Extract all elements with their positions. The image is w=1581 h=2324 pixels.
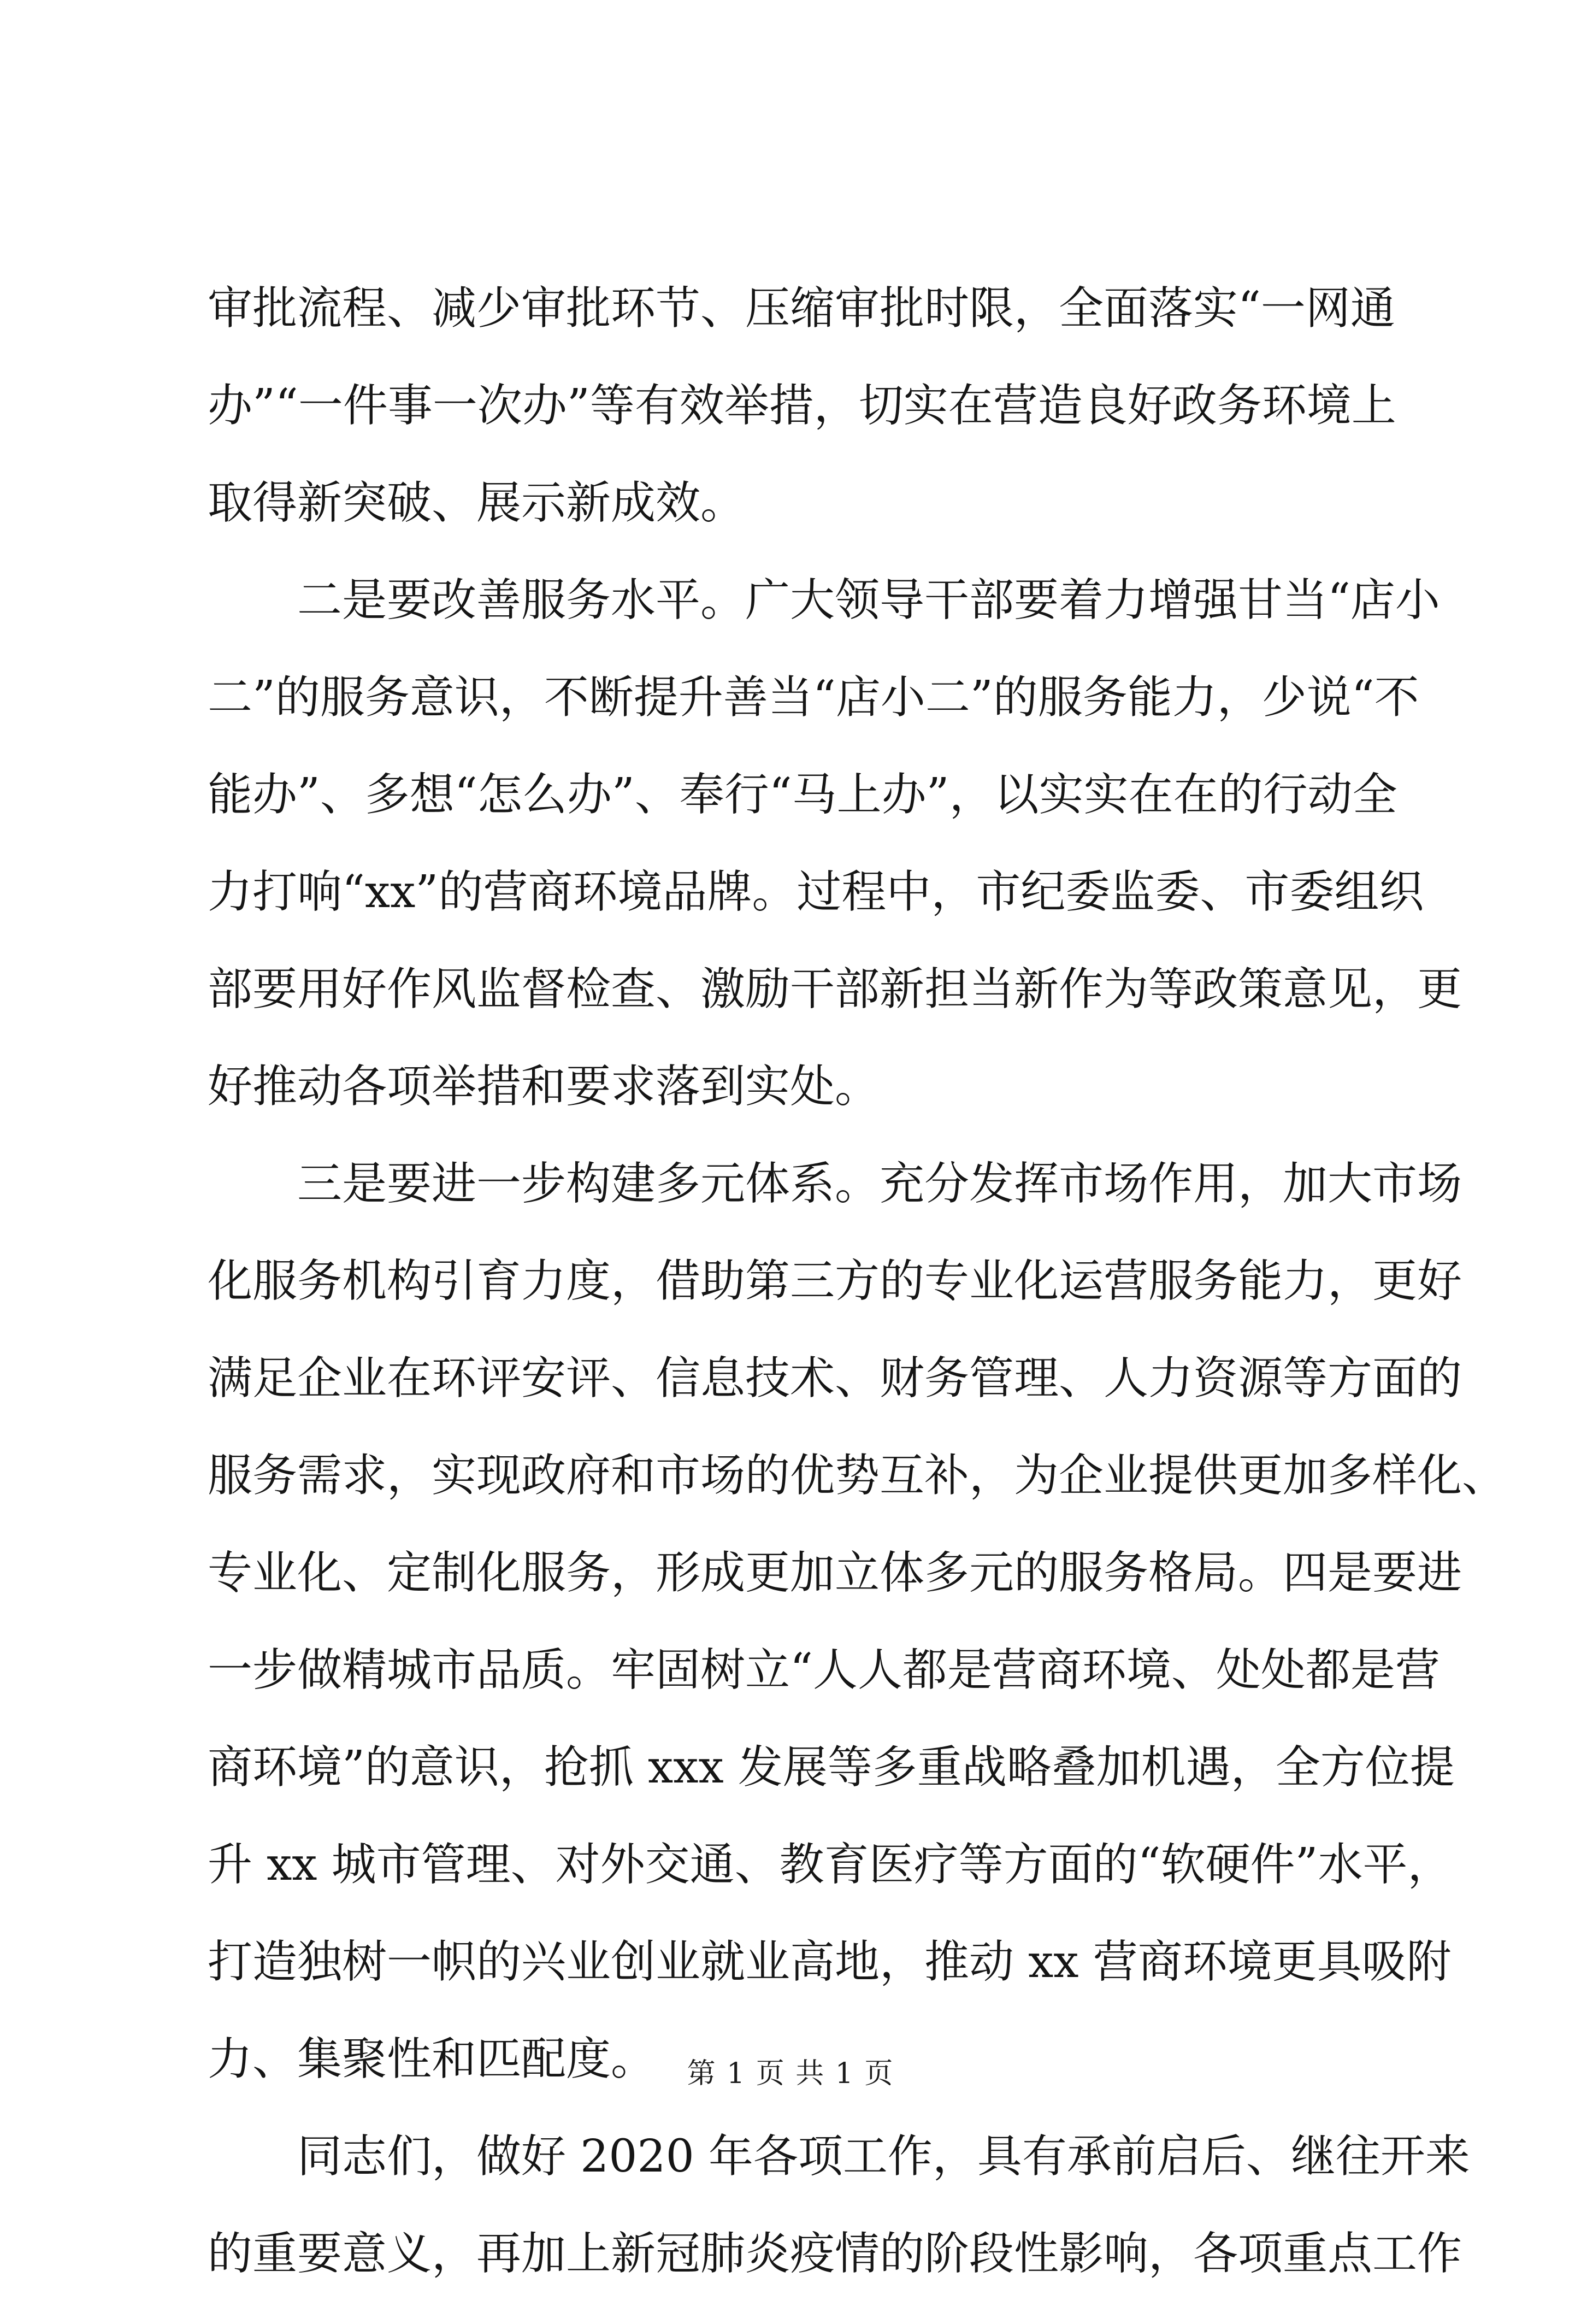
text-line: 化服务机构引育力度，借助第三方的专业化运营服务能力，更好 (208, 1255, 1462, 1307)
text-line: 力、集聚性和匹配度。 (208, 2033, 656, 2085)
text-line: 一步做精城市品质。牢固树立“人人都是营商环境、处处都是营 (208, 1644, 1440, 1696)
text-line: 服务需求，实现政府和市场的优势互补，为企业提供更加多样化、 (208, 1450, 1507, 1502)
text-line: 二是要改善服务水平。广大领导干部要着力增强甘当“店小 (208, 574, 1440, 626)
text-line: 取得新突破、展示新成效。 (208, 477, 746, 529)
text-line: 专业化、定制化服务，形成更加立体多元的服务格局。四是要进 (208, 1547, 1462, 1599)
text-line: 商环境”的意识，抢抓 xxx 发展等多重战略叠加机遇，全方位提 (208, 1741, 1455, 1793)
text-line: 好推动各项举措和要求落到实处。 (208, 1061, 880, 1113)
text-line: 同志们，做好 2020 年各项工作，具有承前启后、继往开来 (208, 2131, 1470, 2182)
text-line: 力打响“xx”的营商环境品牌。过程中，市纪委监委、市委组织 (208, 866, 1424, 918)
document-body (208, 281, 1507, 2324)
text-line: 能办”、多想“怎么办”、奉行“马上办”，以实实在在的行动全 (208, 769, 1397, 821)
text-line: 打造独树一帜的兴业创业就业高地，推动 xx 营商环境更具吸附 (208, 1936, 1452, 1988)
text-line: 部要用好作风监督检查、激励干部新担当新作为等政策意见，更 (208, 963, 1462, 1015)
text-line: 二”的服务意识，不断提升善当“店小二”的服务能力，少说“不 (208, 672, 1419, 723)
text-line: 升 xx 城市管理、对外交通、教育医疗等方面的“软硬件”水平， (208, 1839, 1453, 1891)
text-line: 审批流程、减少审批环节、压缩审批时限，全面落实“一网通 (208, 283, 1395, 334)
text-line: 三是要进一步构建多元体系。充分发挥市场作用，加大市场 (208, 1158, 1462, 1210)
text-line: 满足企业在环评安评、信息技术、财务管理、人力资源等方面的 (208, 1352, 1462, 1404)
text-line: 办”“一件事一次办”等有效举措，切实在营造良好政务环境上 (208, 380, 1396, 432)
page-number-footer: 第 1 页 共 1 页 (687, 2057, 894, 2090)
text-line: 的重要意义，再加上新冠肺炎疫情的阶段性影响，各项重点工作 (208, 2228, 1462, 2280)
